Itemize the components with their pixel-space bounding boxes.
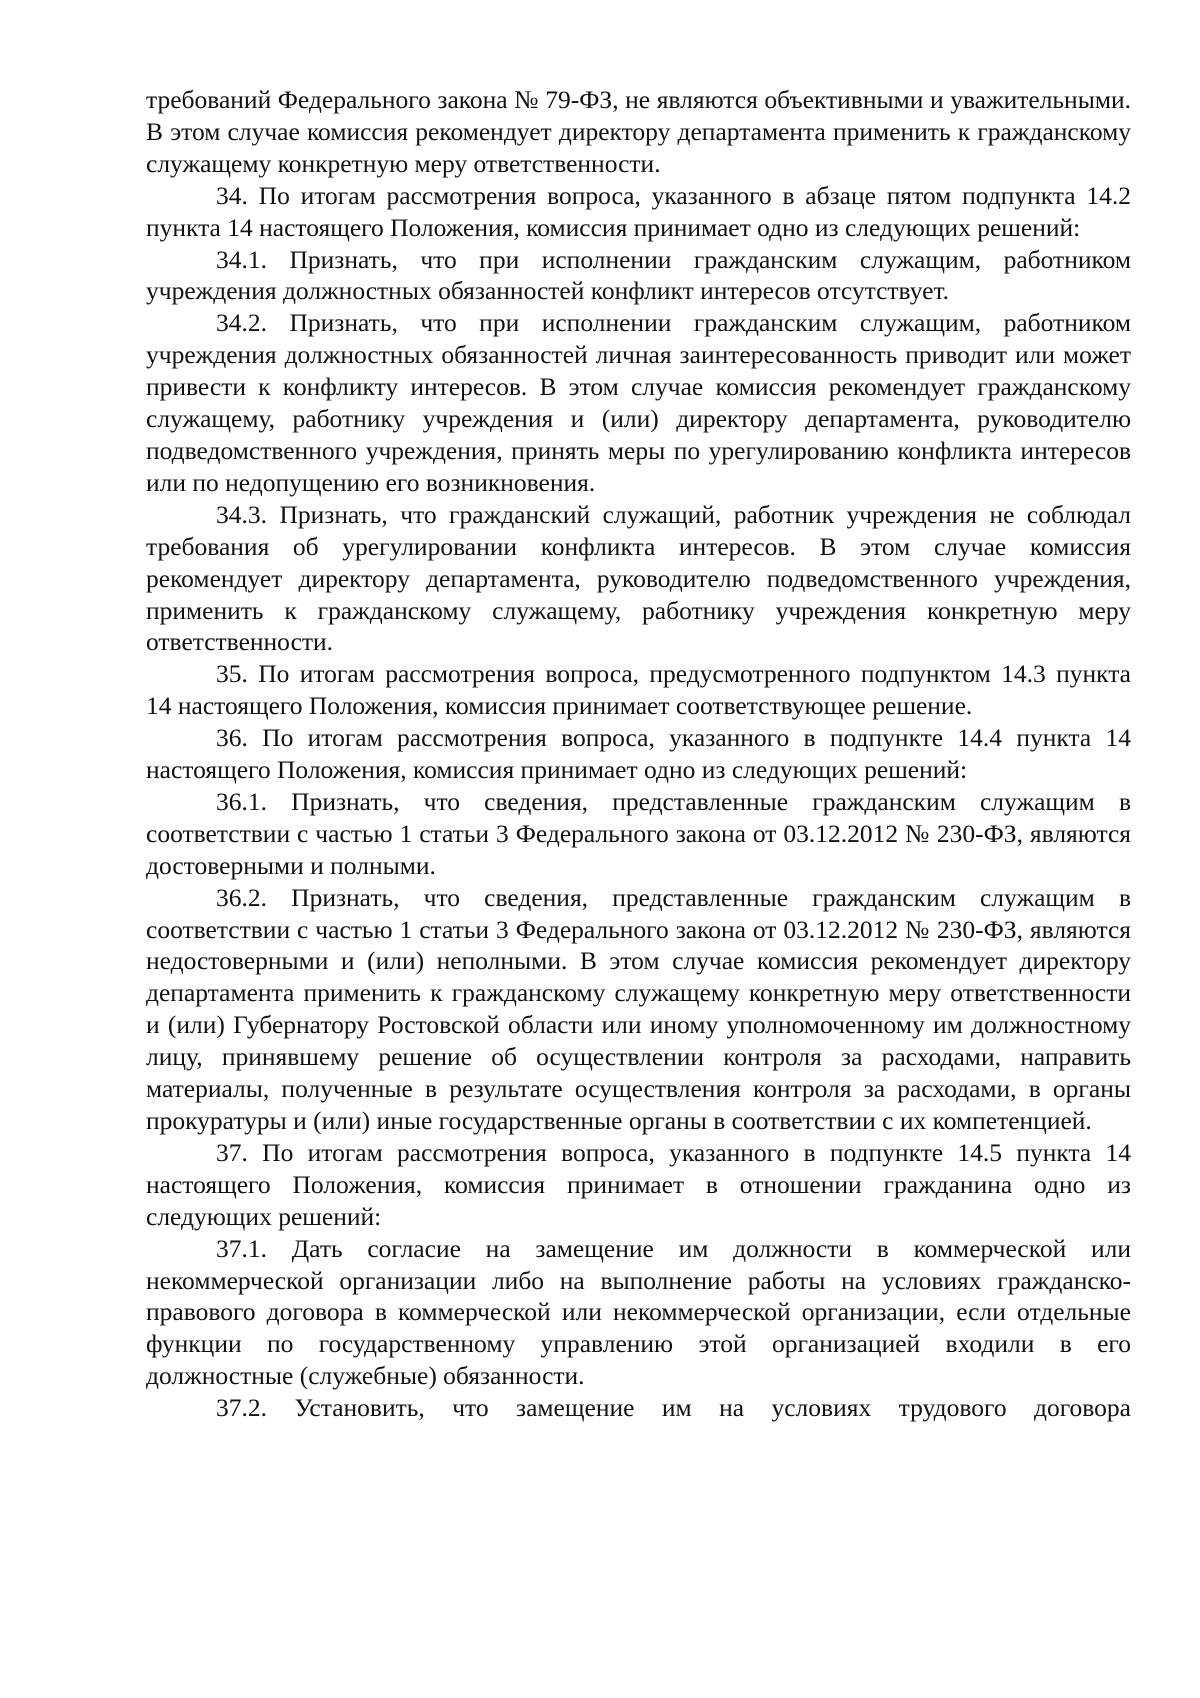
paragraph-36-1: 36.1. Признать, что сведения, представленные гражданским служащим в соответствии с частью 1 статьи 3 Федерального закона от 03.12.2012 № 230-ФЗ, являются достоверными и полными. (146, 786, 1131, 880)
paragraph-34: 34. По итогам рассмотрения вопроса, указанного в абзаце пятом подпункта 14.2 пункта 14 настоящего Положения, комиссия принимает одно из следующих решений: (146, 180, 1131, 242)
paragraph-37-2: 37.2. Установить, что замещение им на условиях трудового договора (216, 1393, 1131, 1423)
paragraph-36-2: 36.2. Признать, что сведения, представленные гражданским служащим в соответствии с частью 1 статьи 3 Федерального закона от 03.12.2012 № 230-ФЗ, являются недостоверными и (или) неполными. В этом случае комиссия рекомендует директору департамента применить к гражданскому служащему конкретную меру ответственности и (или) Губернатору Ростовской области или иному уполномоченному им должностному лицу, принявшему решение об осуществлении контроля за расходами, направить материалы, полученные в результате осуществления контроля за расходами, в органы прокуратуры и (или) иные государственные органы в соответствии с их компетенцией. (146, 882, 1131, 1135)
document-page (146, 84, 1131, 1424)
paragraph-37-1: 37.1. Дать согласие на замещение им должности в коммерческой или некоммерческой организации либо на выполнение работы на условиях гражданско-правового договора в коммерческой или некоммерческой организации, если отдельные функции по государственному управлению этой организацией входили в его должностные (служебные) обязанности. (146, 1233, 1131, 1391)
paragraph-34-3: 34.3. Признать, что гражданский служащий, работник учреждения не соблюдал требования об урегулировании конфликта интересов. В этом случае комиссия рекомендует директору департамента, руководителю подведомственного учреждения, применить к гражданскому служащему, работнику учреждения конкретную меру ответственности. (146, 499, 1131, 657)
paragraph-34-1: 34.1. Признать, что при исполнении гражданским служащим, работником учреждения должностных обязанностей конфликт интересов отсутствует. (146, 244, 1131, 306)
paragraph-continuation: требований Федерального закона № 79-ФЗ, не являются объективными и уважительными. В этом случае комиссия рекомендует директору департамента применить к гражданскому служащему конкретную меру ответственности. (146, 85, 1131, 178)
paragraph-35: 35. По итогам рассмотрения вопроса, предусмотренного подпунктом 14.3 пункта 14 настоящего Положения, комиссия принимает соответствующее решение. (146, 659, 1131, 721)
paragraph-36: 36. По итогам рассмотрения вопроса, указанного в подпункте 14.4 пункта 14 настоящего Положения, комиссия принимает одно из следующих решений: (146, 723, 1131, 785)
paragraph-37: 37. По итогам рассмотрения вопроса, указанного в подпункте 14.5 пункта 14 настоящего Положения, комиссия принимает в отношении гражданина одно из следующих решений: (146, 1137, 1131, 1231)
paragraph-34-2: 34.2. Признать, что при исполнении гражданским служащим, работником учреждения должностных обязанностей личная заинтересованность приводит или может привести к конфликту интересов. В этом случае комиссия рекомендует гражданскому служащему, работнику учреждения и (или) директору департамента, руководителю подведомственного учреждения, принять меры по урегулированию конфликта интересов или по недопущению его возникновения. (146, 308, 1131, 497)
